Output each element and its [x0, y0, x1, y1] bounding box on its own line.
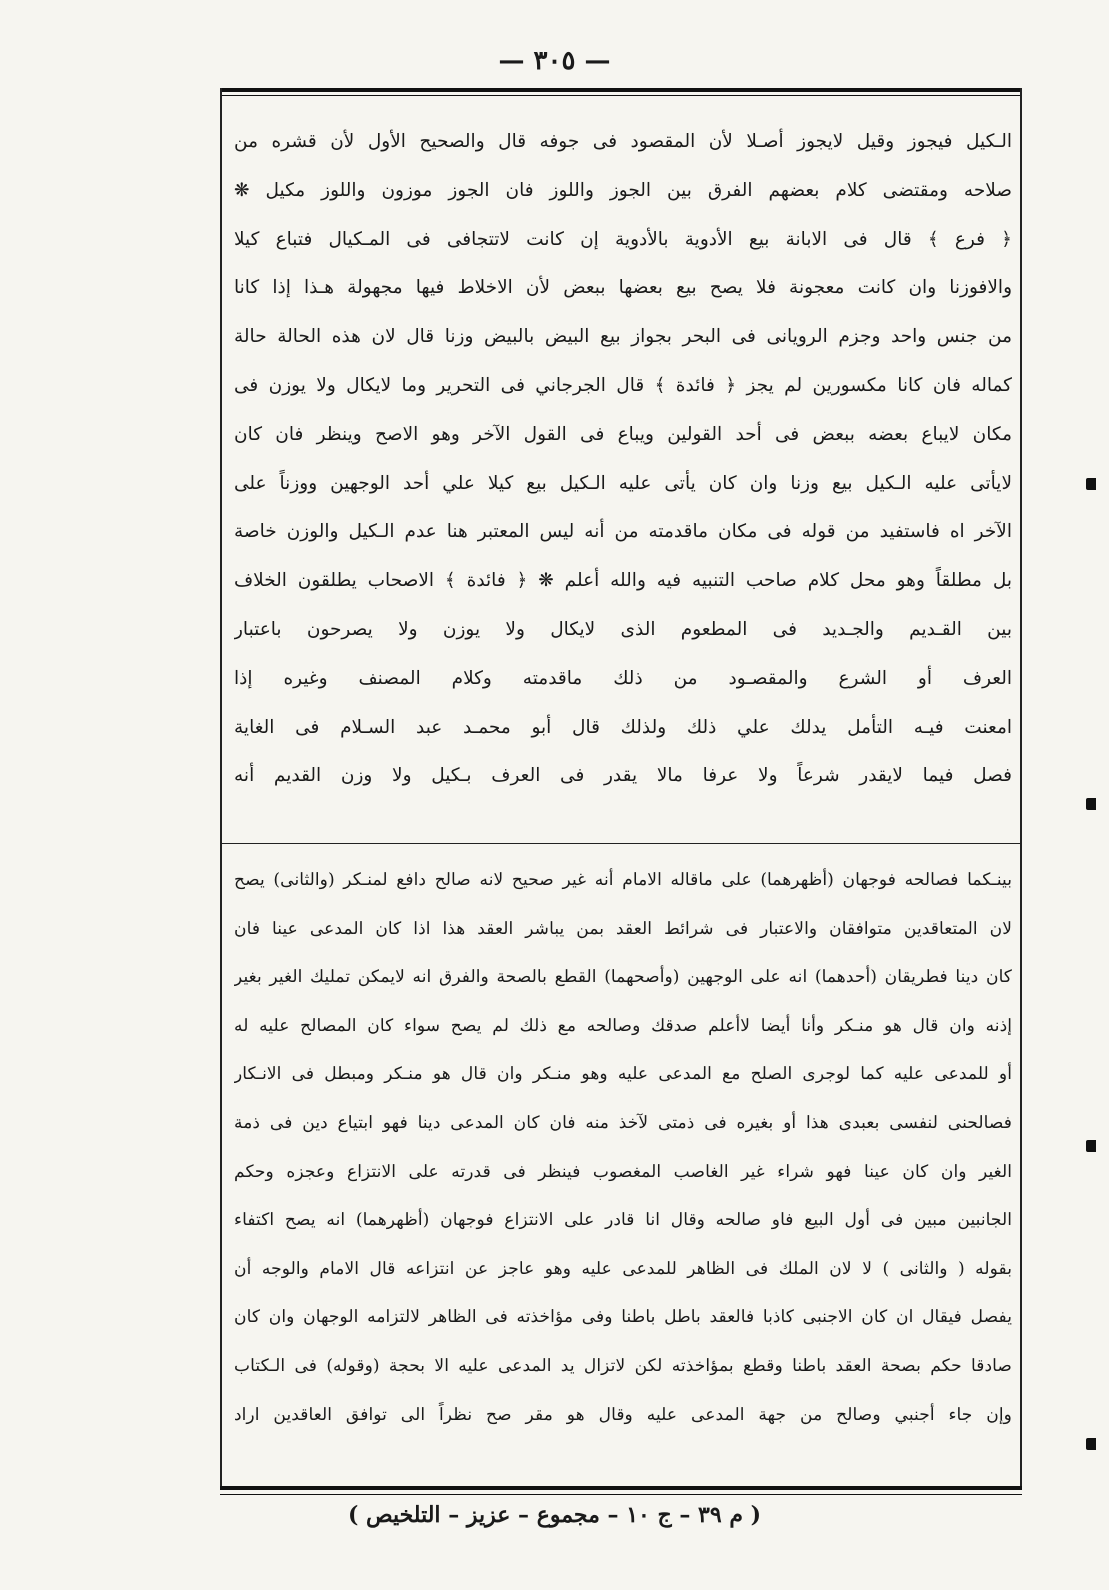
- frame-bottom-rule: [220, 1486, 1022, 1490]
- main-text-line: الآخر اه فاستفيد من قوله فى مكان ماقدمته من أنه ليس المعتبر هنا عدم الـكيل والوزن خاصة: [234, 521, 1012, 543]
- main-text: [234, 118, 1012, 801]
- main-text-line: العرف أو الشرع والمقصـود من ذلك ماقدمته وكلام المصنف وغيره إذا: [234, 667, 1012, 689]
- main-text-line: والافوزنا وان كانت معجونة فلا يصح بيع بعضها ببعض لأن الاخلاط فيها مجهولة هـذا إذا كانا: [234, 277, 1012, 299]
- frame-right-rule: [1020, 88, 1022, 1488]
- commentary-line: فصالحنى لنفسى بعبدى هذا أو بغيره فى ذمتى لآخذ منه فان كان المدعى دينا فهو ابتياع دين فى ذمة: [234, 1112, 1012, 1133]
- main-text-line: ﴿ فرع ﴾ قال فى الابانة بيع الأدوية بالأدوية إن كانت لاتتجافى فى المـكيال فتباع كيلا: [234, 228, 1012, 250]
- scan-edge-mark: [1086, 1140, 1096, 1152]
- commentary-line: صادقا حكم بصحة العقد باطنا وقطع بمؤاخذته لكن لاتزال يد المدعى عليه الا بحجة (وقوله) فى الـكتاب: [234, 1355, 1012, 1376]
- frame-left-rule: [220, 88, 222, 1488]
- commentary-line: وإن جاء أجنبي وصالح من جهة المدعى عليه وقال هو مقر صح نظراً الى توافق العاقدين اراد: [234, 1404, 1012, 1425]
- commentary-line: إذنه وان قال هو منـكر وأنا أيضا لاأعلم صدقك وصالحه مع ذلك لم يصح سواء كان المصالح عليه له: [234, 1015, 1012, 1036]
- commentary-line: بينـكما فصالحه فوجهان (أظهرهما) على ماقاله الامام أنه غير صحيح لانه صالح دافع لمنـكر (والثانى) يصح: [234, 870, 1012, 890]
- page-number: — ٣٠٥ —: [498, 46, 611, 76]
- main-text-line: صلاحه ومقتضى كلام بعضهم الفرق بين الجوز واللوز فان الجوز موزون واللوز مكيل ❋: [234, 179, 1012, 201]
- frame-bottom-thin-rule: [220, 1494, 1022, 1495]
- main-text-line: فصل فيما لايقدر شرعاً ولا عرفا مالا يقدر فى العرف بـكيل ولا وزن القديم أنه: [234, 765, 1012, 787]
- section-divider: [222, 843, 1020, 844]
- main-text-line: كماله فان كانا مكسورين لم يجز ﴿ فائدة ﴾ قال الجرجاني فى التحرير وما لايكال ولا يوزن فى: [234, 374, 1012, 396]
- signature-line: ( م ٣٩ – ج ١٠ – مجموع – عزيز – التلخيص ): [347, 1502, 762, 1528]
- commentary-text: [234, 856, 1012, 1439]
- main-text-line: بل مطلقاً وهو محل كلام صاحب التنبيه فيه والله أعلم ❋ ﴿ فائدة ﴾ الاصحاب يطلقون الخلاف: [234, 570, 1012, 592]
- commentary-line: بقوله ( والثانى ) لا لان الملك فى الظاهر للمدعى عليه وهو عاجز عن انتزاعه قال الامام والوجه أن: [234, 1258, 1012, 1279]
- commentary-line: يفصل فيقال ان كان الاجنبى كاذبا فالعقد باطل باطنا وفى مؤاخذته فى الظاهر لالتزامه الوجهان وان كان: [234, 1307, 1012, 1328]
- commentary-line: الجانبين مبين فى أول البيع فاو صالحه وقال انا قادر على الانتزاع فوجهان (أظهرهما) انه يصح اكتفاء: [234, 1210, 1012, 1231]
- main-text-line: من جنس واحد وجزم الرويانى فى البحر بجواز بيع البيض بالبيض وزنا قال لان هذه الحالة حالة: [234, 326, 1012, 348]
- commentary-line: كان دينا فطريقان (أحدهما) انه على الوجهين (وأصحهما) القطع بالصحة والفرق انه لايمكن تمليك الغير بغير: [234, 967, 1012, 988]
- frame-top-thin-rule: [220, 95, 1022, 96]
- commentary-line: الغير وان كان عينا فهو شراء غير الغاصب المغصوب فينظر فى قدرته على الانتزاع وعجزه وحكم: [234, 1161, 1012, 1182]
- main-text-line: مكان لايباع بعضه ببعض فى أحد القولين ويباع فى القول الآخر وهو الاصح وينظر فان كان: [234, 423, 1012, 445]
- scan-edge-mark: [1086, 1438, 1096, 1450]
- main-text-line: الـكيل فيجوز وقيل لايجوز أصـلا لأن المقصود فى جوفه قال والصحيح الأول لأن قشره من: [234, 131, 1012, 152]
- scan-edge-mark: [1086, 478, 1096, 490]
- main-text-line: لايأتى عليه الـكيل بيع وزنا وان كان يأتى عليه الـكيل بيع كيلا علي أحد الوجهين ووزناً على: [234, 472, 1012, 494]
- commentary-line: أو للمدعى عليه كما لوجرى الصلح مع المدعى عليه وهو منـكر وان قال هو منـكر ومبطل فى الانـكار: [234, 1064, 1012, 1085]
- main-text-line: بين القـديم والجـديد فى المطعوم الذى لايكال ولا يوزن ولا يصرحون باعتبار: [234, 618, 1012, 640]
- commentary-line: لان المتعاقدين متوافقان والاعتبار فى شرائط العقد بمن يباشر العقد هذا اذا كان المدعى عينا فان: [234, 918, 1012, 939]
- frame-top-rule: [220, 88, 1022, 92]
- scan-edge-mark: [1086, 798, 1096, 810]
- main-text-line: امعنت فيـه التأمل يدلك علي ذلك ولذلك قال أبو محمـد عبد السـلام فى الغاية: [234, 716, 1012, 738]
